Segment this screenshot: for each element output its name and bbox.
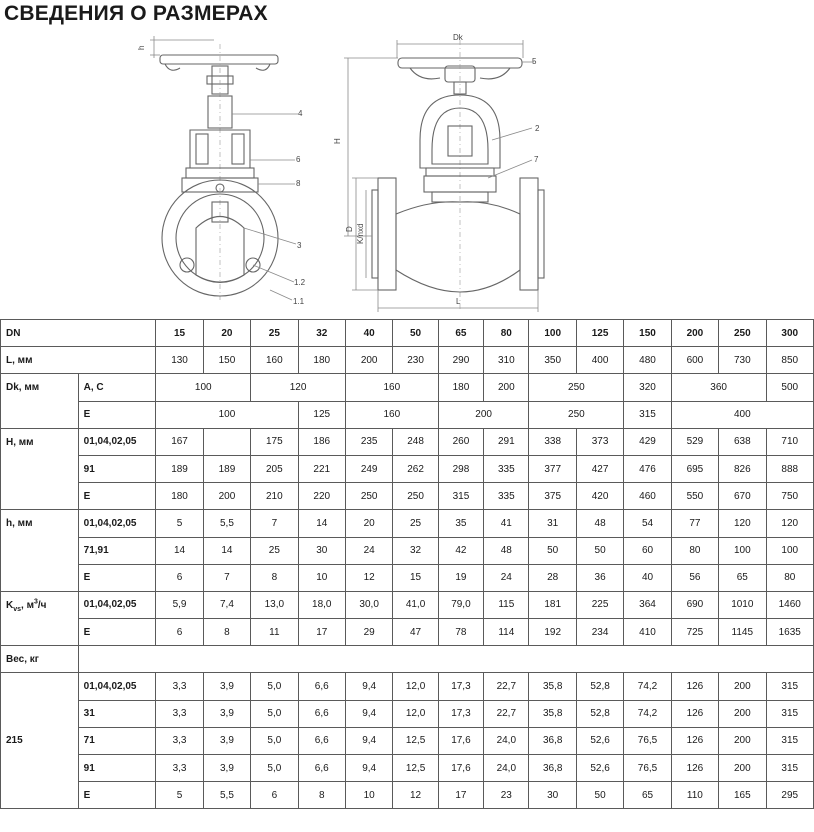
h-height-sub-label: E <box>78 483 156 510</box>
dn-cell: 300 <box>766 320 813 347</box>
weight-cell: 110 <box>671 782 718 809</box>
weight-cell: 315 <box>766 727 813 754</box>
row-weight-0 <box>1 673 814 700</box>
h-small-cell: 65 <box>719 564 766 591</box>
dk-e-label: E <box>78 401 156 428</box>
label-1-1: 1.1 <box>293 297 305 306</box>
weight-cell: 52,8 <box>576 673 623 700</box>
kvs-cell: 78 <box>438 619 483 646</box>
kvs-label-end: /ч <box>37 599 47 611</box>
kvs-cell: 410 <box>624 619 671 646</box>
weight-cell: 22,7 <box>484 673 529 700</box>
h-small-cell: 50 <box>576 537 623 564</box>
dk-e-cell: 315 <box>624 401 671 428</box>
valve-drawing <box>0 0 814 318</box>
h-height-cell: 221 <box>298 455 345 482</box>
weight-cell: 200 <box>719 755 766 782</box>
weight-cell: 5,0 <box>251 700 298 727</box>
h-height-cell: 338 <box>529 428 576 455</box>
label-6: 6 <box>296 155 301 164</box>
weight-model-label: 215 <box>1 673 79 809</box>
h-height-cell: 235 <box>345 428 392 455</box>
h-small-cell: 25 <box>393 510 438 537</box>
dn-cell: 150 <box>624 320 671 347</box>
row-weight-2 <box>1 727 814 754</box>
kvs-cell: 41,0 <box>393 591 438 618</box>
kvs-cell: 17 <box>298 619 345 646</box>
l-cell: 130 <box>156 347 203 374</box>
h-height-cell: 210 <box>251 483 298 510</box>
h-small-cell: 48 <box>576 510 623 537</box>
weight-cell: 36,8 <box>529 727 576 754</box>
kvs-cell: 29 <box>345 619 392 646</box>
dk-ac-cell: 120 <box>251 374 346 401</box>
row-h-small-2 <box>1 564 814 591</box>
h-height-cell: 710 <box>766 428 813 455</box>
h-small-cell: 10 <box>298 564 345 591</box>
weight-cell: 9,4 <box>345 700 392 727</box>
kvs-cell: 6 <box>156 619 203 646</box>
weight-cell: 50 <box>576 782 623 809</box>
weight-cell: 52,6 <box>576 755 623 782</box>
weight-cell: 36,8 <box>529 755 576 782</box>
weight-cell: 126 <box>671 673 718 700</box>
h-height-cell: 167 <box>156 428 203 455</box>
dn-cell: 40 <box>345 320 392 347</box>
label-k-nxd: K/nxd <box>356 223 365 244</box>
weight-cell: 10 <box>345 782 392 809</box>
h-height-cell: 315 <box>438 483 483 510</box>
l-cell: 160 <box>251 347 298 374</box>
h-height-cell: 670 <box>719 483 766 510</box>
h-small-cell: 100 <box>719 537 766 564</box>
weight-header-blank <box>78 646 813 673</box>
h-small-cell: 100 <box>766 537 813 564</box>
h-small-cell: 5,5 <box>203 510 250 537</box>
label-7: 7 <box>534 155 539 164</box>
h-small-cell: 6 <box>156 564 203 591</box>
kvs-cell: 725 <box>671 619 718 646</box>
h-height-cell: 260 <box>438 428 483 455</box>
h-small-sub-label: 01,04,02,05 <box>78 510 156 537</box>
h-small-cell: 56 <box>671 564 718 591</box>
row-weight-1 <box>1 700 814 727</box>
h-small-cell: 60 <box>624 537 671 564</box>
kvs-label-sup: 3 <box>34 598 38 606</box>
weight-cell: 126 <box>671 700 718 727</box>
h-small-cell: 120 <box>766 510 813 537</box>
weight-cell: 315 <box>766 673 813 700</box>
weight-cell: 17 <box>438 782 483 809</box>
row-h-small-0 <box>1 510 814 537</box>
dn-cell: 15 <box>156 320 203 347</box>
weight-cell: 9,4 <box>345 673 392 700</box>
h-small-cell: 14 <box>156 537 203 564</box>
dk-ac-cell: 200 <box>484 374 529 401</box>
weight-cell: 22,7 <box>484 700 529 727</box>
weight-cell: 76,5 <box>624 755 671 782</box>
l-cell: 230 <box>393 347 438 374</box>
l-cell: 180 <box>298 347 345 374</box>
dk-e-cell: 125 <box>298 401 345 428</box>
weight-cell: 17,6 <box>438 755 483 782</box>
h-small-cell: 77 <box>671 510 718 537</box>
h-small-sub-label: E <box>78 564 156 591</box>
page-title: СВЕДЕНИЯ О РАЗМЕРАХ <box>4 2 268 25</box>
weight-cell: 5,0 <box>251 755 298 782</box>
weight-cell: 76,5 <box>624 727 671 754</box>
kvs-cell: 1460 <box>766 591 813 618</box>
dn-cell: 20 <box>203 320 250 347</box>
h-small-cell: 31 <box>529 510 576 537</box>
weight-cell: 295 <box>766 782 813 809</box>
l-cell: 290 <box>438 347 483 374</box>
row-dn <box>1 320 814 347</box>
dk-ac-cell: 500 <box>766 374 813 401</box>
kvs-label-sub: vs <box>13 605 22 613</box>
h-small-cell: 15 <box>393 564 438 591</box>
label-h: h <box>137 45 146 50</box>
l-cell: 400 <box>576 347 623 374</box>
h-small-cell: 80 <box>766 564 813 591</box>
h-height-cell: 262 <box>393 455 438 482</box>
weight-cell: 6 <box>251 782 298 809</box>
h-height-label: H, мм <box>1 428 79 510</box>
h-height-cell: 695 <box>671 455 718 482</box>
label-dk: Dk <box>453 33 463 42</box>
weight-cell: 6,6 <box>298 755 345 782</box>
weight-cell: 12,5 <box>393 755 438 782</box>
kvs-cell: 30,0 <box>345 591 392 618</box>
h-small-cell: 24 <box>345 537 392 564</box>
weight-sub-label: 91 <box>78 755 156 782</box>
weight-cell: 5,0 <box>251 727 298 754</box>
h-height-cell: 175 <box>251 428 298 455</box>
h-height-cell: 460 <box>624 483 671 510</box>
weight-cell: 6,6 <box>298 673 345 700</box>
kvs-cell: 225 <box>576 591 623 618</box>
h-small-cell: 50 <box>529 537 576 564</box>
kvs-cell: 364 <box>624 591 671 618</box>
h-small-cell: 48 <box>484 537 529 564</box>
h-small-sub-label: 71,91 <box>78 537 156 564</box>
h-height-cell: 180 <box>156 483 203 510</box>
l-cell: 350 <box>529 347 576 374</box>
h-height-sub-label: 91 <box>78 455 156 482</box>
h-height-cell: 291 <box>484 428 529 455</box>
kvs-cell: 234 <box>576 619 623 646</box>
kvs-cell: 11 <box>251 619 298 646</box>
h-height-cell: 186 <box>298 428 345 455</box>
h-height-cell: 377 <box>529 455 576 482</box>
h-small-cell: 14 <box>298 510 345 537</box>
weight-cell: 3,3 <box>156 755 203 782</box>
l-cell: 310 <box>484 347 529 374</box>
weight-sub-label: 01,04,02,05 <box>78 673 156 700</box>
h-small-cell: 12 <box>345 564 392 591</box>
h-height-cell: 335 <box>484 483 529 510</box>
weight-cell: 315 <box>766 755 813 782</box>
weight-cell: 315 <box>766 700 813 727</box>
weight-cell: 12,5 <box>393 727 438 754</box>
weight-cell: 126 <box>671 727 718 754</box>
dk-ac-label: A, C <box>78 374 156 401</box>
dn-cell: 65 <box>438 320 483 347</box>
h-height-cell: 427 <box>576 455 623 482</box>
kvs-cell: 18,0 <box>298 591 345 618</box>
row-weight-header <box>1 646 814 673</box>
dn-cell: 125 <box>576 320 623 347</box>
dk-e-cell: 100 <box>156 401 298 428</box>
h-height-cell: 429 <box>624 428 671 455</box>
weight-cell: 8 <box>298 782 345 809</box>
h-small-cell: 54 <box>624 510 671 537</box>
l-cell: 600 <box>671 347 718 374</box>
h-height-cell: 750 <box>766 483 813 510</box>
row-weight-3 <box>1 755 814 782</box>
dk-ac-cell: 360 <box>671 374 766 401</box>
h-height-cell: 476 <box>624 455 671 482</box>
kvs-cell: 115 <box>484 591 529 618</box>
weight-label: Вес, кг <box>1 646 79 673</box>
h-height-cell: 248 <box>393 428 438 455</box>
dk-ac-cell: 250 <box>529 374 624 401</box>
weight-cell: 3,9 <box>203 700 250 727</box>
label-H: H <box>333 138 342 144</box>
row-kvs-0 <box>1 591 814 618</box>
l-cell: 200 <box>345 347 392 374</box>
weight-sub-label: E <box>78 782 156 809</box>
h-small-cell: 5 <box>156 510 203 537</box>
h-height-cell: 375 <box>529 483 576 510</box>
kvs-cell: 13,0 <box>251 591 298 618</box>
weight-cell: 5 <box>156 782 203 809</box>
h-height-cell: 335 <box>484 455 529 482</box>
kvs-cell: 114 <box>484 619 529 646</box>
kvs-cell: 79,0 <box>438 591 483 618</box>
h-height-cell: 529 <box>671 428 718 455</box>
h-small-cell: 42 <box>438 537 483 564</box>
h-height-cell: 638 <box>719 428 766 455</box>
kvs-sub-label: E <box>78 619 156 646</box>
kvs-cell: 192 <box>529 619 576 646</box>
row-weight-4 <box>1 782 814 809</box>
kvs-cell: 690 <box>671 591 718 618</box>
h-height-cell: 249 <box>345 455 392 482</box>
h-height-cell: 373 <box>576 428 623 455</box>
l-cell: 480 <box>624 347 671 374</box>
dk-ac-cell: 160 <box>345 374 438 401</box>
h-small-cell: 28 <box>529 564 576 591</box>
l-cell: 730 <box>719 347 766 374</box>
h-height-cell: 420 <box>576 483 623 510</box>
row-h-height-2 <box>1 483 814 510</box>
h-small-cell: 14 <box>203 537 250 564</box>
h-small-cell: 7 <box>251 510 298 537</box>
h-small-cell: 41 <box>484 510 529 537</box>
kvs-cell: 1635 <box>766 619 813 646</box>
dk-e-cell: 160 <box>345 401 438 428</box>
dk-ac-cell: 320 <box>624 374 671 401</box>
weight-cell: 12,0 <box>393 673 438 700</box>
h-small-cell: 80 <box>671 537 718 564</box>
h-height-cell: 888 <box>766 455 813 482</box>
weight-cell: 65 <box>624 782 671 809</box>
h-height-cell: 205 <box>251 455 298 482</box>
h-height-sub-label: 01,04,02,05 <box>78 428 156 455</box>
weight-cell: 12 <box>393 782 438 809</box>
weight-cell: 9,4 <box>345 727 392 754</box>
weight-cell: 74,2 <box>624 700 671 727</box>
kvs-cell: 7,4 <box>203 591 250 618</box>
kvs-cell: 8 <box>203 619 250 646</box>
weight-cell: 3,9 <box>203 727 250 754</box>
row-dk-e <box>1 401 814 428</box>
dn-label: DN <box>1 320 156 347</box>
h-height-cell: 189 <box>203 455 250 482</box>
weight-cell: 23 <box>484 782 529 809</box>
h-small-cell: 120 <box>719 510 766 537</box>
kvs-cell: 181 <box>529 591 576 618</box>
weight-cell: 3,9 <box>203 755 250 782</box>
h-small-cell: 32 <box>393 537 438 564</box>
weight-cell: 200 <box>719 727 766 754</box>
weight-cell: 200 <box>719 673 766 700</box>
h-small-cell: 19 <box>438 564 483 591</box>
h-small-cell: 24 <box>484 564 529 591</box>
h-height-cell: 550 <box>671 483 718 510</box>
dk-e-cell: 200 <box>438 401 529 428</box>
h-height-cell: 189 <box>156 455 203 482</box>
h-small-cell: 20 <box>345 510 392 537</box>
dn-cell: 100 <box>529 320 576 347</box>
h-height-cell: 200 <box>203 483 250 510</box>
weight-cell: 5,0 <box>251 673 298 700</box>
weight-cell: 5,5 <box>203 782 250 809</box>
dimensions-table <box>0 319 814 809</box>
dn-cell: 25 <box>251 320 298 347</box>
h-small-cell: 35 <box>438 510 483 537</box>
label-2: 2 <box>535 124 540 133</box>
dn-cell: 250 <box>719 320 766 347</box>
kvs-cell: 5,9 <box>156 591 203 618</box>
label-4: 4 <box>298 109 303 118</box>
weight-cell: 126 <box>671 755 718 782</box>
weight-cell: 52,6 <box>576 727 623 754</box>
valve-section-view <box>150 36 298 300</box>
h-small-cell: 7 <box>203 564 250 591</box>
weight-cell: 17,6 <box>438 727 483 754</box>
weight-cell: 9,4 <box>345 755 392 782</box>
row-h-height-0 <box>1 428 814 455</box>
dk-e-cell: 400 <box>671 401 813 428</box>
dk-e-cell: 250 <box>529 401 624 428</box>
weight-cell: 35,8 <box>529 673 576 700</box>
weight-cell: 24,0 <box>484 755 529 782</box>
weight-cell: 17,3 <box>438 700 483 727</box>
weight-cell: 3,3 <box>156 727 203 754</box>
label-5: 5 <box>532 57 537 66</box>
label-8: 8 <box>296 179 301 188</box>
label-L: L <box>456 297 461 306</box>
weight-cell: 24,0 <box>484 727 529 754</box>
dn-cell: 80 <box>484 320 529 347</box>
row-kvs-1 <box>1 619 814 646</box>
h-small-cell: 8 <box>251 564 298 591</box>
h-small-label: h, мм <box>1 510 79 592</box>
l-cell: 850 <box>766 347 813 374</box>
h-height-cell: 250 <box>393 483 438 510</box>
row-l <box>1 347 814 374</box>
row-dk-ac <box>1 374 814 401</box>
h-height-cell: 826 <box>719 455 766 482</box>
weight-cell: 17,3 <box>438 673 483 700</box>
weight-cell: 6,6 <box>298 700 345 727</box>
weight-sub-label: 31 <box>78 700 156 727</box>
label-D: D <box>345 226 354 232</box>
weight-cell: 35,8 <box>529 700 576 727</box>
kvs-label <box>1 591 79 645</box>
label-3: 3 <box>297 241 302 250</box>
weight-cell: 30 <box>529 782 576 809</box>
weight-cell: 165 <box>719 782 766 809</box>
l-cell: 150 <box>203 347 250 374</box>
kvs-cell: 1010 <box>719 591 766 618</box>
weight-cell: 74,2 <box>624 673 671 700</box>
weight-cell: 3,3 <box>156 673 203 700</box>
dk-ac-cell: 100 <box>156 374 251 401</box>
kvs-cell: 1145 <box>719 619 766 646</box>
weight-cell: 200 <box>719 700 766 727</box>
h-small-cell: 30 <box>298 537 345 564</box>
valve-side-view <box>344 40 544 312</box>
row-h-height-1 <box>1 455 814 482</box>
kvs-sub-label: 01,04,02,05 <box>78 591 156 618</box>
kvs-cell: 47 <box>393 619 438 646</box>
dn-cell: 32 <box>298 320 345 347</box>
weight-cell: 3,9 <box>203 673 250 700</box>
h-height-cell: 250 <box>345 483 392 510</box>
h-height-cell: 220 <box>298 483 345 510</box>
kvs-label-main: K <box>6 599 14 611</box>
kvs-label-mid: , м <box>21 599 34 611</box>
weight-cell: 12,0 <box>393 700 438 727</box>
h-small-cell: 40 <box>624 564 671 591</box>
l-label: L, мм <box>1 347 156 374</box>
weight-cell: 3,3 <box>156 700 203 727</box>
dk-ac-cell: 180 <box>438 374 483 401</box>
dk-label: Dk, мм <box>1 374 79 428</box>
dn-cell: 50 <box>393 320 438 347</box>
weight-sub-label: 71 <box>78 727 156 754</box>
row-h-small-1 <box>1 537 814 564</box>
dn-cell: 200 <box>671 320 718 347</box>
weight-cell: 6,6 <box>298 727 345 754</box>
h-height-cell <box>203 428 250 455</box>
h-small-cell: 36 <box>576 564 623 591</box>
h-height-cell: 298 <box>438 455 483 482</box>
weight-cell: 52,8 <box>576 700 623 727</box>
label-1-2: 1.2 <box>294 278 306 287</box>
h-small-cell: 25 <box>251 537 298 564</box>
